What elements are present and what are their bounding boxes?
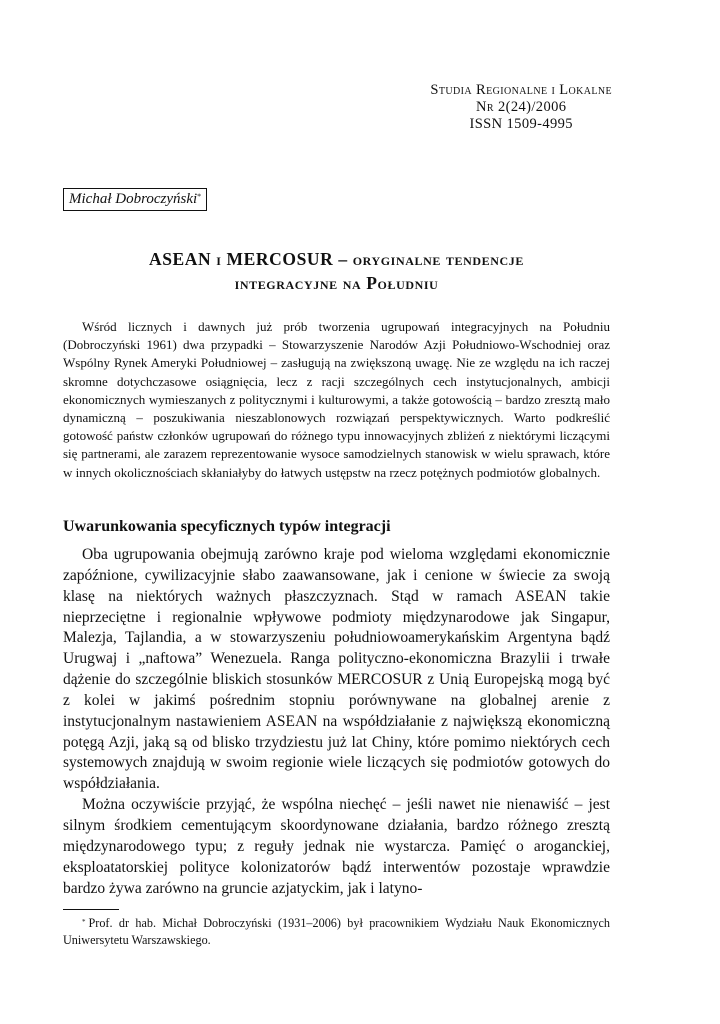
author-footnote-marker: *: [197, 192, 202, 201]
footnote: [63, 915, 610, 949]
title-line-1: ASEAN i MERCOSUR – oryginalne tendencje: [148, 249, 525, 269]
journal-issn: ISSN 1509-4995: [469, 116, 573, 132]
article-title: [63, 247, 610, 295]
journal-name: Studia Regionalne i Lokalne: [430, 82, 612, 98]
section-heading: Uwarunkowania specyficznych typów integracji: [63, 518, 391, 535]
journal-issue: Nr 2(24)/2006: [476, 99, 567, 115]
body-paragraph: Można oczywiście przyjąć, że wspólna niechęć – jeśli nawet nie nienawiść – jest silnym środkiem cementującym skoordynowane działania, bardzo różnego zresztą międzynarodowego typu; z reguły jednak nie wystarcza. Pamięć o aroganckiej, eksploatatorskiej polityce kolonizatorów bądź interwentów pozostaje wprawdzie bardzo żywa zarówno na gruncie azjatyckim, jak i latyno-: [63, 796, 610, 897]
author-name: Michał Dobroczyński: [69, 191, 198, 207]
footnote-text: Prof. dr hab. Michał Dobroczyński (1931–2006) był pracownikiem Wydziału Nauk Ekonomicznych Uniwersytetu Warszawskiego.: [63, 916, 610, 947]
title-line-2: integracyjne na Południu: [234, 273, 439, 293]
footnote-rule: [63, 909, 119, 910]
author-box: [63, 188, 207, 211]
body-paragraph: Oba ugrupowania obejmują zarówno kraje pod wieloma względami ekonomicznie zapóźnione, cywilizacyjnie słabo zaawansowane, jak i cenione w świecie za swoją klasę na niektórych ważnych płaszczyznach. Stąd w ramach ASEAN takie nieprzeciętne i regionalnie wpływowe podmioty międzynarodowe jak Singapur, Malezja, Tajlandia, a w stowarzyszeniu południowoamerykańskim Argentyna bądź Urugwaj i „naftowa” Wenezuela. Ranga polityczno-ekonomiczna Brazylii i trwałe dążenie do szczególnie bliskich stosunków MERCOSUR z Unią Europejską mogą być z kolei w jakimś pośrednim stopniu porównywane na globalnej arenie z instytucjonalnym nastawieniem ASEAN na współdziałanie z największą ekonomiczną potęgą Azji, jaką są od blisko trzydziestu już lat Chiny, które pomimo niektórych cech systemowych znajdują w swoim regionie wiele liczących się podmiotów gotowych do współdziałania.: [63, 546, 610, 793]
abstract: Wśród licznych i dawnych już prób tworzenia ugrupowań integracyjnych na Południu (Dobroczyński 1961) dwa przypadki – Stowarzyszenie Narodów Azji Południowo-Wschodniej oraz Wspólny Rynek Ameryki Południowej – zasługują na zwiększoną uwagę. Nie ze względu na ich raczej skromne dotychczasowe osiągnięcia, lecz z racji szczególnych cech instytucjonalnych, ambicji ekonomicznych wymieszanych z politycznymi i kulturowymi, a także gotowością – bardzo zresztą mało dynamiczną – poszukiwania nieszablonowych rozwiązań perspektywicznych. Warto podkreślić gotowość państw członków ugrupowań do różnego typu innowacyjnych zbliżeń z niektórymi liczącymi się partnerami, ale zarazem reprezentowanie wysoce samodzielnych stanowisk w wielu sprawach, które w innych okolicznościach skłaniałyby do łatwych ustępstw na rzecz potężnych podmiotów globalnych.: [63, 319, 610, 480]
journal-header: [430, 82, 612, 133]
footnote-marker: *: [82, 918, 86, 926]
body-text: [63, 545, 610, 899]
